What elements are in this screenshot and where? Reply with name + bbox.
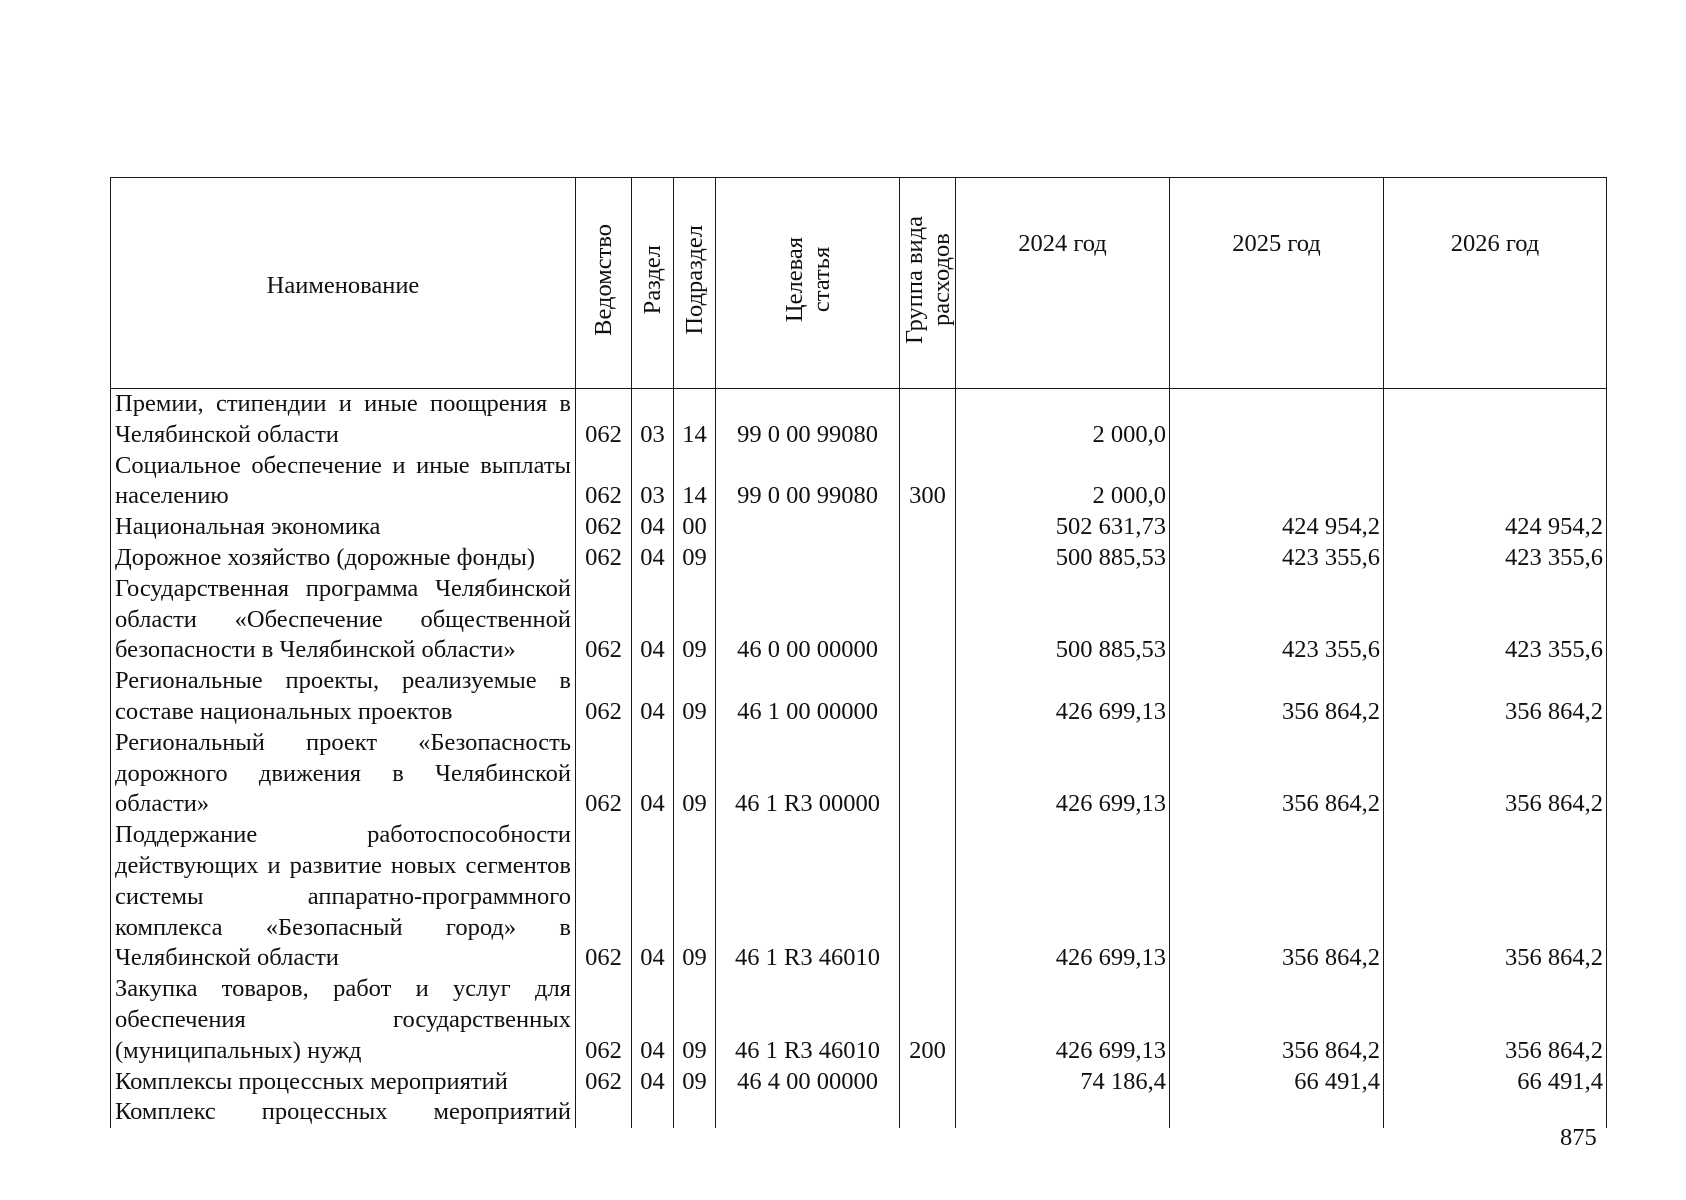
cell-name: Региональные проекты, реализуемые в составе национальных проектов — [111, 666, 576, 728]
cell-celevaya-statya: 46 1 R3 46010 — [716, 820, 900, 974]
cell-razdel — [632, 1097, 674, 1128]
cell-razdel: 04 — [632, 666, 674, 728]
cell-razdel: 04 — [632, 974, 674, 1066]
cell-podrazdel: 09 — [674, 820, 716, 974]
cell-vedomstvo: 062 — [576, 451, 632, 513]
cell-year-2025: 423 355,6 — [1170, 574, 1384, 666]
cell-celevaya-statya: 99 0 00 99080 — [716, 389, 900, 451]
cell-gruppa: 200 — [900, 974, 956, 1066]
cell-name: Закупка товаров, работ и услуг для обеспечения государственных (муниципальных) нужд — [111, 974, 576, 1066]
table-row — [111, 543, 1607, 574]
page-number: 875 — [1560, 1124, 1597, 1151]
cell-name: Национальная экономика — [111, 512, 576, 543]
cell-year-2025: 356 864,2 — [1170, 666, 1384, 728]
cell-podrazdel: 09 — [674, 974, 716, 1066]
cell-year-2025: 66 491,4 — [1170, 1067, 1384, 1098]
cell-podrazdel: 09 — [674, 543, 716, 574]
cell-year-2024: 426 699,13 — [956, 974, 1170, 1066]
table-header — [111, 178, 1607, 389]
cell-podrazdel: 09 — [674, 666, 716, 728]
cell-gruppa — [900, 543, 956, 574]
cell-gruppa — [900, 1067, 956, 1098]
cell-vedomstvo: 062 — [576, 512, 632, 543]
cell-vedomstvo: 062 — [576, 389, 632, 451]
cell-podrazdel: 14 — [674, 389, 716, 451]
table-row — [111, 728, 1607, 820]
cell-gruppa — [900, 574, 956, 666]
cell-year-2024 — [956, 1097, 1170, 1128]
cell-razdel: 04 — [632, 728, 674, 820]
cell-year-2025 — [1170, 451, 1384, 513]
cell-razdel: 04 — [632, 574, 674, 666]
cell-year-2024: 426 699,13 — [956, 820, 1170, 974]
cell-gruppa — [900, 512, 956, 543]
cell-vedomstvo: 062 — [576, 543, 632, 574]
cell-name: Премии, стипендии и иные поощрения в Челябинской области — [111, 389, 576, 451]
cell-podrazdel: 14 — [674, 451, 716, 513]
header-name: Наименование — [111, 178, 576, 389]
cell-celevaya-statya — [716, 1097, 900, 1128]
cell-year-2026: 424 954,2 — [1384, 512, 1607, 543]
cell-celevaya-statya: 46 1 R3 00000 — [716, 728, 900, 820]
cell-vedomstvo: 062 — [576, 574, 632, 666]
cell-year-2024: 2 000,0 — [956, 389, 1170, 451]
header-podrazdel: Подраздел — [674, 178, 716, 389]
cell-year-2026: 356 864,2 — [1384, 820, 1607, 974]
cell-year-2026: 356 864,2 — [1384, 666, 1607, 728]
cell-year-2025: 423 355,6 — [1170, 543, 1384, 574]
cell-year-2024: 502 631,73 — [956, 512, 1170, 543]
cell-podrazdel: 00 — [674, 512, 716, 543]
cell-year-2025: 424 954,2 — [1170, 512, 1384, 543]
cell-year-2025: 356 864,2 — [1170, 974, 1384, 1066]
cell-year-2026: 423 355,6 — [1384, 574, 1607, 666]
table-row — [111, 1097, 1607, 1128]
cell-year-2026: 356 864,2 — [1384, 974, 1607, 1066]
table-row — [111, 1067, 1607, 1098]
cell-year-2025 — [1170, 389, 1384, 451]
cell-year-2024: 426 699,13 — [956, 666, 1170, 728]
header-gruppa-vida-rashodov: Группа вида расходов — [900, 178, 956, 389]
cell-vedomstvo: 062 — [576, 820, 632, 974]
cell-name: Региональный проект «Безопасность дорожного движения в Челябинской области» — [111, 728, 576, 820]
cell-year-2024: 426 699,13 — [956, 728, 1170, 820]
cell-name: Комплексы процессных мероприятий — [111, 1067, 576, 1098]
header-year-2024: 2024 год — [956, 178, 1170, 389]
cell-year-2025: 356 864,2 — [1170, 820, 1384, 974]
header-vedomstvo: Ведомство — [576, 178, 632, 389]
table-row — [111, 389, 1607, 451]
cell-gruppa — [900, 389, 956, 451]
table-row — [111, 820, 1607, 974]
cell-year-2024: 500 885,53 — [956, 543, 1170, 574]
table-body — [111, 389, 1607, 1129]
cell-year-2026 — [1384, 451, 1607, 513]
table-row — [111, 666, 1607, 728]
cell-vedomstvo: 062 — [576, 666, 632, 728]
header-year-2025: 2025 год — [1170, 178, 1384, 389]
table-row — [111, 974, 1607, 1066]
cell-gruppa — [900, 1097, 956, 1128]
cell-celevaya-statya: 46 4 00 00000 — [716, 1067, 900, 1098]
cell-gruppa: 300 — [900, 451, 956, 513]
cell-celevaya-statya: 46 1 R3 46010 — [716, 974, 900, 1066]
cell-name: Комплекс процессных мероприятий — [111, 1097, 576, 1128]
cell-year-2024: 74 186,4 — [956, 1067, 1170, 1098]
cell-name: Поддержание работоспособности действующих и развитие новых сегментов системы аппаратно-программного комплекса «Безопасный город» в Челябинской области — [111, 820, 576, 974]
cell-name: Дорожное хозяйство (дорожные фонды) — [111, 543, 576, 574]
cell-year-2025 — [1170, 1097, 1384, 1128]
header-celevaya-statya: Целевая статья — [716, 178, 900, 389]
budget-table — [110, 177, 1607, 1128]
cell-celevaya-statya — [716, 543, 900, 574]
cell-razdel: 04 — [632, 512, 674, 543]
cell-name: Социальное обеспечение и иные выплаты населению — [111, 451, 576, 513]
cell-year-2026: 423 355,6 — [1384, 543, 1607, 574]
cell-vedomstvo: 062 — [576, 1067, 632, 1098]
cell-razdel: 04 — [632, 820, 674, 974]
cell-podrazdel: 09 — [674, 1067, 716, 1098]
table-row — [111, 512, 1607, 543]
table-row — [111, 451, 1607, 513]
cell-gruppa — [900, 666, 956, 728]
cell-vedomstvo — [576, 1097, 632, 1128]
cell-year-2026: 356 864,2 — [1384, 728, 1607, 820]
cell-vedomstvo: 062 — [576, 728, 632, 820]
cell-year-2025: 356 864,2 — [1170, 728, 1384, 820]
cell-podrazdel: 09 — [674, 574, 716, 666]
cell-name: Государственная программа Челябинской области «Обеспечение общественной безопасности в Челябинской области» — [111, 574, 576, 666]
cell-vedomstvo: 062 — [576, 974, 632, 1066]
cell-podrazdel: 09 — [674, 728, 716, 820]
cell-celevaya-statya — [716, 512, 900, 543]
cell-razdel: 04 — [632, 1067, 674, 1098]
table-row — [111, 574, 1607, 666]
cell-gruppa — [900, 820, 956, 974]
cell-year-2024: 500 885,53 — [956, 574, 1170, 666]
header-razdel: Раздел — [632, 178, 674, 389]
cell-year-2026: 66 491,4 — [1384, 1067, 1607, 1098]
cell-razdel: 04 — [632, 543, 674, 574]
cell-razdel: 03 — [632, 451, 674, 513]
cell-year-2026 — [1384, 389, 1607, 451]
cell-celevaya-statya: 46 1 00 00000 — [716, 666, 900, 728]
cell-year-2024: 2 000,0 — [956, 451, 1170, 513]
header-year-2026: 2026 год — [1384, 178, 1607, 389]
cell-podrazdel — [674, 1097, 716, 1128]
cell-celevaya-statya: 99 0 00 99080 — [716, 451, 900, 513]
cell-gruppa — [900, 728, 956, 820]
cell-razdel: 03 — [632, 389, 674, 451]
cell-celevaya-statya: 46 0 00 00000 — [716, 574, 900, 666]
